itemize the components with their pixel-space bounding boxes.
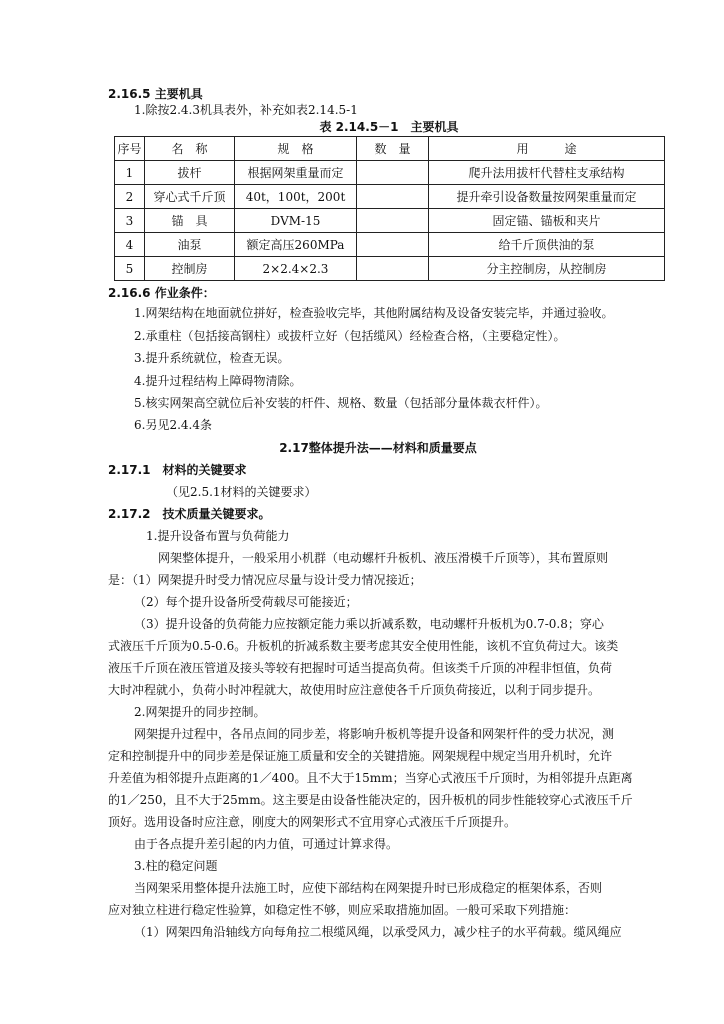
cell-no: 3 bbox=[115, 209, 145, 233]
cell-qty bbox=[357, 233, 429, 257]
cell-no: 4 bbox=[115, 233, 145, 257]
paragraph-line: 网架提升过程中，各吊点间的同步差，将影响升板机等提升设备和网架杆件的受力状况，测 bbox=[134, 727, 615, 741]
cell-spec: 根据网架重量而定 bbox=[235, 161, 357, 185]
condition-item: 4.提升过程结构上障碍物清除。 bbox=[134, 374, 302, 388]
paragraph-line: 网架整体提升，一般采用小机群（电动螺杆升板机、液压滑模千斤顶等），其布置原则 bbox=[158, 551, 609, 565]
cell-name: 穿心式千斤顶 bbox=[145, 185, 235, 209]
header-spec: 规 格 bbox=[235, 137, 357, 161]
cell-name: 拔杆 bbox=[145, 161, 235, 185]
section-intro: 1.除按2.4.3机具表外，补充如表2.14.5-1 bbox=[134, 103, 358, 117]
section-title-2-17: 2.17整体提升法——材料和质量要点 bbox=[279, 441, 477, 455]
condition-item: 2.承重柱（包括接高钢柱）或拔杆立好（包括缆风）经检查合格，（主要稳定性）。 bbox=[134, 329, 566, 343]
paragraph-line: 当网架采用整体提升法施工时，应使下部结构在网架提升时已形成稳定的框架体系，否则 bbox=[134, 881, 603, 895]
table-row bbox=[115, 161, 665, 185]
cell-use: 爬升法用拔杆代替柱支承结构 bbox=[429, 161, 665, 185]
paragraph-line: 定和控制提升中的同步差是保证施工质量和安全的关键措施。网架规程中规定当用升机时，允许 bbox=[108, 749, 613, 763]
condition-item: 1.网架结构在地面就位拼好，检查验收完毕，其他附属结构及设备安装完毕，并通过验收。 bbox=[134, 306, 614, 320]
table-row bbox=[115, 185, 665, 209]
condition-item: 6.另见2.4.4条 bbox=[134, 418, 212, 432]
paragraph-line: （1）网架四角沿轴线方向每角拉二根缆风绳，以承受风力，减少柱子的水平荷载。缆风绳应 bbox=[134, 925, 622, 939]
header-no: 序号 bbox=[115, 137, 145, 161]
subheading-sync-control: 2.网架提升的同步控制。 bbox=[134, 705, 266, 719]
paragraph-line: 顶好。选用设备时应注意，刚度大的网架形式不宜用穿心式液压千斤顶提升。 bbox=[108, 815, 517, 829]
cell-spec: 额定高压260MPa bbox=[235, 233, 357, 257]
cell-qty bbox=[357, 185, 429, 209]
header-use: 用 途 bbox=[429, 137, 665, 161]
cell-no: 2 bbox=[115, 185, 145, 209]
cell-spec: DVM-15 bbox=[235, 209, 357, 233]
paragraph-line: （3）提升设备的负荷能力应按额定能力乘以折减系数，电动螺杆升板机为0.7-0.8；穿心 bbox=[134, 617, 604, 631]
paragraph-line: 由于各点提升差引起的内力值，可通过计算求得。 bbox=[134, 837, 399, 851]
cell-use: 固定锚、锚板和夹片 bbox=[429, 209, 665, 233]
cell-name: 锚 具 bbox=[145, 209, 235, 233]
section-heading-2-17-1: 2.17.1 材料的关键要求 bbox=[108, 463, 247, 477]
table-title: 表 2.14.5－1 主要机具 bbox=[319, 120, 459, 134]
section-heading-2-16-5: 2.16.5 主要机具 bbox=[108, 87, 203, 101]
cell-qty bbox=[357, 161, 429, 185]
condition-item: 5.核实网架高空就位后补安装的杆件、规格、数量（包括部分量体裁衣杆件）。 bbox=[134, 396, 548, 410]
section-heading-2-16-6: 2.16.6 作业条件： bbox=[108, 286, 215, 300]
cell-use: 提升牵引设备数量按网架重量而定 bbox=[429, 185, 665, 209]
cell-no: 1 bbox=[115, 161, 145, 185]
cell-qty bbox=[357, 209, 429, 233]
cell-name: 油泵 bbox=[145, 233, 235, 257]
cell-spec: 40t，100t，200t bbox=[235, 185, 357, 209]
paragraph-line: 液压千斤顶在液压管道及接头等较有把握时可适当提高负荷。但该类千斤顶的冲程非恒值，负荷 bbox=[108, 661, 613, 675]
section-heading-2-17-2: 2.17.2 技术质量关键要求。 bbox=[108, 507, 271, 521]
table-row bbox=[115, 257, 665, 281]
cell-qty bbox=[357, 257, 429, 281]
section-paragraph: （见2.5.1材料的关键要求） bbox=[166, 485, 317, 499]
cell-name: 控制房 bbox=[145, 257, 235, 281]
cell-use: 分主控制房，从控制房 bbox=[429, 257, 665, 281]
cell-spec: 2×2.4×2.3 bbox=[235, 257, 357, 281]
equipment-table bbox=[114, 136, 665, 281]
cell-no: 5 bbox=[115, 257, 145, 281]
header-qty: 数 量 bbox=[357, 137, 429, 161]
table-header-row bbox=[115, 137, 665, 161]
header-name: 名 称 bbox=[145, 137, 235, 161]
subheading-column-stability: 3.柱的稳定问题 bbox=[134, 859, 218, 873]
cell-use: 给千斤顶供油的泵 bbox=[429, 233, 665, 257]
paragraph-line: 大时冲程就小，负荷小时冲程就大，故使用时应注意使各千斤顶负荷接近，以利于同步提升。 bbox=[108, 683, 601, 697]
paragraph-line: 应对独立柱进行稳定性验算，如稳定性不够，则应采取措施加固。一般可采取下列措施： bbox=[108, 903, 577, 917]
table-row bbox=[115, 209, 665, 233]
paragraph-line: 式液压千斤顶为0.5-0.6。升板机的折减系数主要考虑其安全使用性能，该机不宜负荷过大。该类 bbox=[108, 639, 619, 653]
table-row bbox=[115, 233, 665, 257]
paragraph-line: （2）每个提升设备所受荷载尽可能接近； bbox=[134, 595, 358, 609]
condition-item: 3.提升系统就位，检查无误。 bbox=[134, 351, 290, 365]
paragraph-line: 升差值为相邻提升点距离的1／400。且不大于15mm；当穿心式液压千斤顶时，为相邻提升点距离 bbox=[108, 771, 633, 785]
subheading-lift-equipment: 1.提升设备布置与负荷能力 bbox=[146, 529, 290, 543]
paragraph-line: 的1／250，且不大于25mm。这主要是由设备性能决定的，因升板机的同步性能较穿心式液压千斤 bbox=[108, 793, 633, 807]
paragraph-line: 是：（1）网架提升时受力情况应尽量与设计受力情况接近； bbox=[108, 573, 422, 587]
